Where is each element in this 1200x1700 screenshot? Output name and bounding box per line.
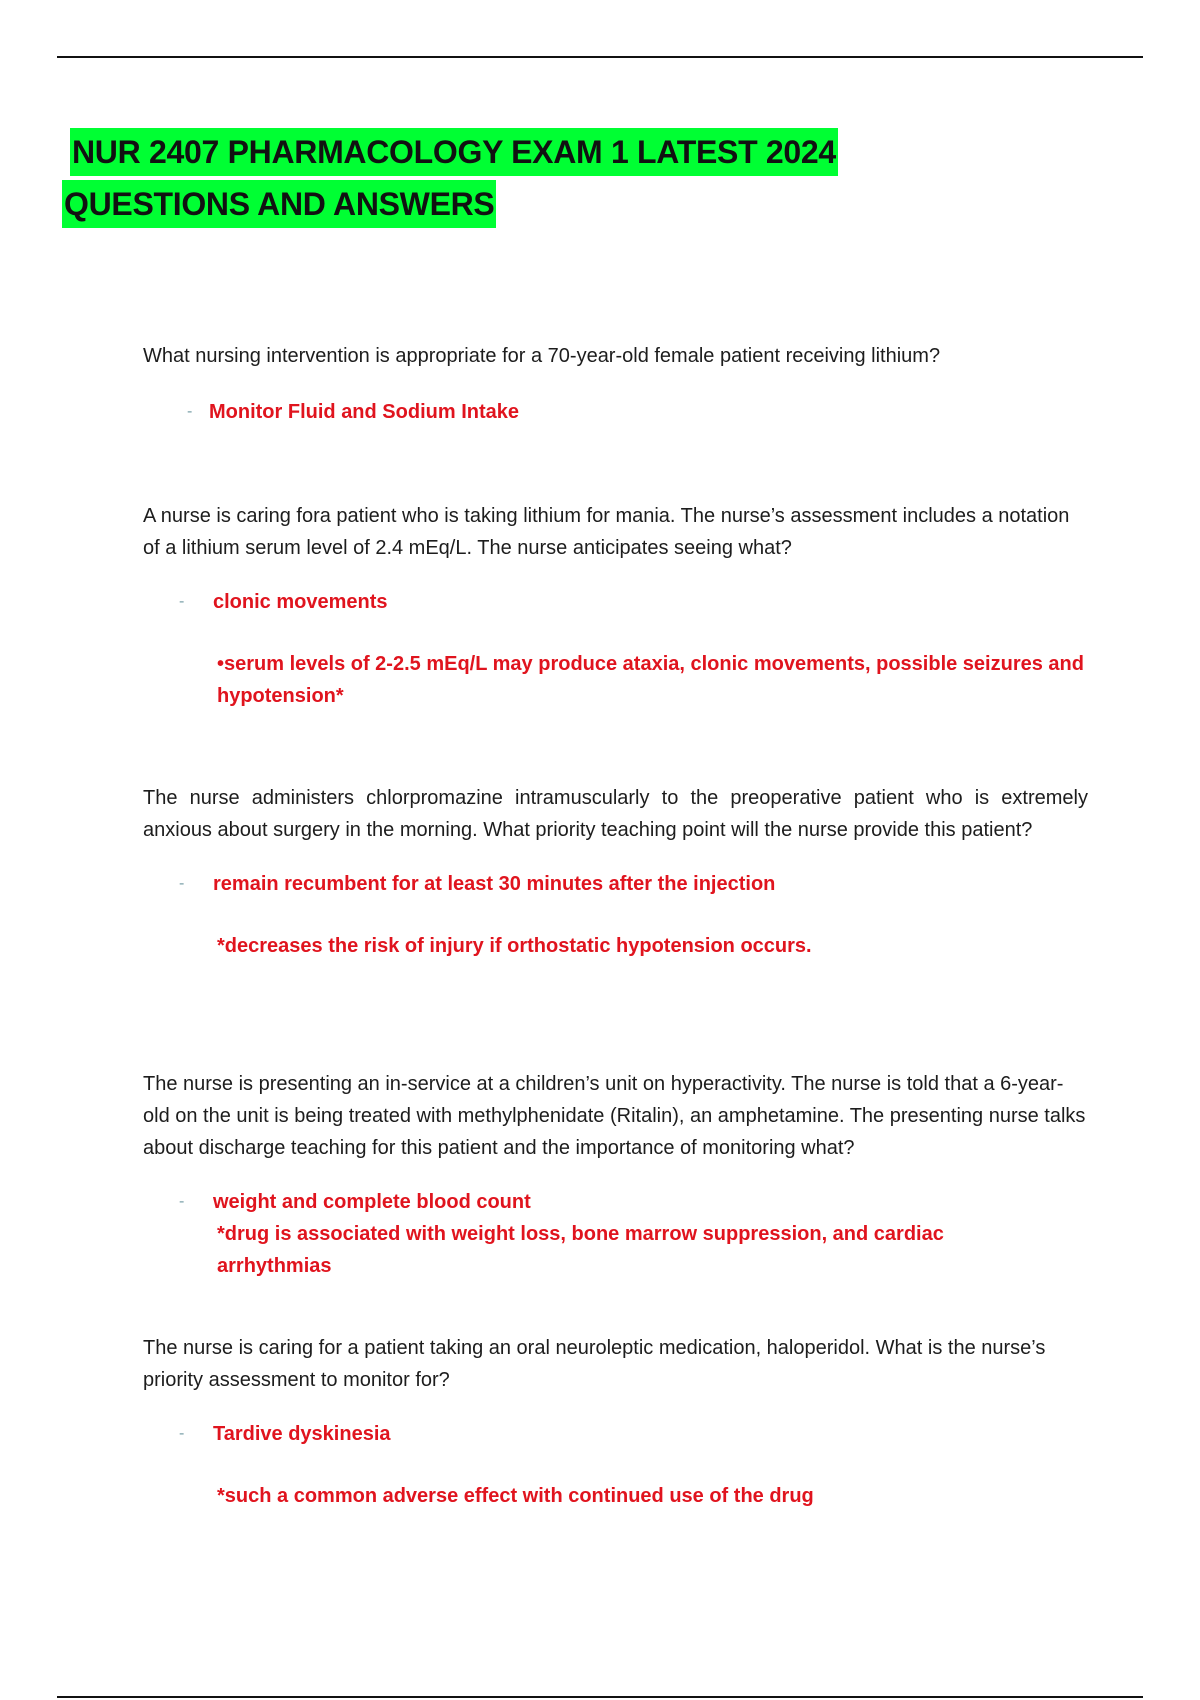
answer-row-2 — [143, 586, 1088, 618]
qa-item-3 — [143, 782, 1088, 962]
answer-3: remain recumbent for at least 30 minutes after the injection — [213, 873, 776, 895]
answer-4: weight and complete blood count — [213, 1191, 531, 1213]
bottom-rule — [57, 1696, 1143, 1698]
question-2: A nurse is caring fora patient who is taking lithium for mania. The nurse’s assessment includes a notation of a lithium serum level of 2.4 mEq/L. The nurse anticipates seeing what? — [143, 505, 1070, 559]
note-2: •serum levels of 2-2.5 mEq/L may produce ataxia, clonic movements, possible seizures and hypotension* — [217, 653, 1084, 707]
dash-bullet-icon: - — [179, 1425, 185, 1442]
question-1: What nursing intervention is appropriate for a 70-year-old female patient receiving lithium? — [143, 345, 941, 367]
qa-item-1 — [143, 340, 1088, 428]
answer-row-5 — [143, 1418, 1088, 1450]
question-3: The nurse administers chlorpromazine intramuscularly to the preoperative patient who is extremely anxious about surgery in the morning. What priority teaching point will the nurse provide this patient? — [143, 787, 1088, 841]
note-4: *drug is associated with weight loss, bone marrow suppression, and cardiac arrhythmias — [217, 1223, 944, 1277]
dash-bullet-icon: - — [179, 593, 185, 610]
document-title — [62, 126, 838, 230]
dash-bullet-icon: - — [179, 1193, 185, 1210]
qa-item-2 — [143, 500, 1088, 712]
answer-row-3 — [143, 868, 1088, 900]
question-5: The nurse is caring for a patient taking an oral neuroleptic medication, haloperidol. What is the nurse’s priority assessment to monitor for? — [143, 1337, 1046, 1391]
dash-bullet-icon: - — [179, 875, 185, 892]
top-rule — [57, 56, 1143, 58]
dash-bullet-icon: - — [187, 403, 193, 420]
answer-1: Monitor Fluid and Sodium Intake — [209, 401, 519, 423]
question-4: The nurse is presenting an in-service at a children’s unit on hyperactivity. The nurse is told that a 6-year-old on the unit is being treated with methylphenidate (Ritalin), an amphetamine. The presenting nurse talks about discharge teaching for this patient and the importance of monitoring what? — [143, 1073, 1086, 1159]
title-line-2: QUESTIONS AND ANSWERS — [62, 180, 496, 228]
answer-5: Tardive dyskinesia — [213, 1423, 391, 1445]
answer-row-4 — [143, 1186, 1088, 1218]
title-line-1: NUR 2407 PHARMACOLOGY EXAM 1 LATEST 2024 — [70, 128, 838, 176]
qa-item-4 — [143, 1068, 1088, 1282]
answer-row-1 — [143, 396, 1088, 428]
note-5: *such a common adverse effect with continued use of the drug — [217, 1485, 814, 1507]
note-3: *decreases the risk of injury if orthostatic hypotension occurs. — [217, 935, 812, 957]
answer-2: clonic movements — [213, 591, 388, 613]
qa-item-5 — [143, 1332, 1088, 1512]
